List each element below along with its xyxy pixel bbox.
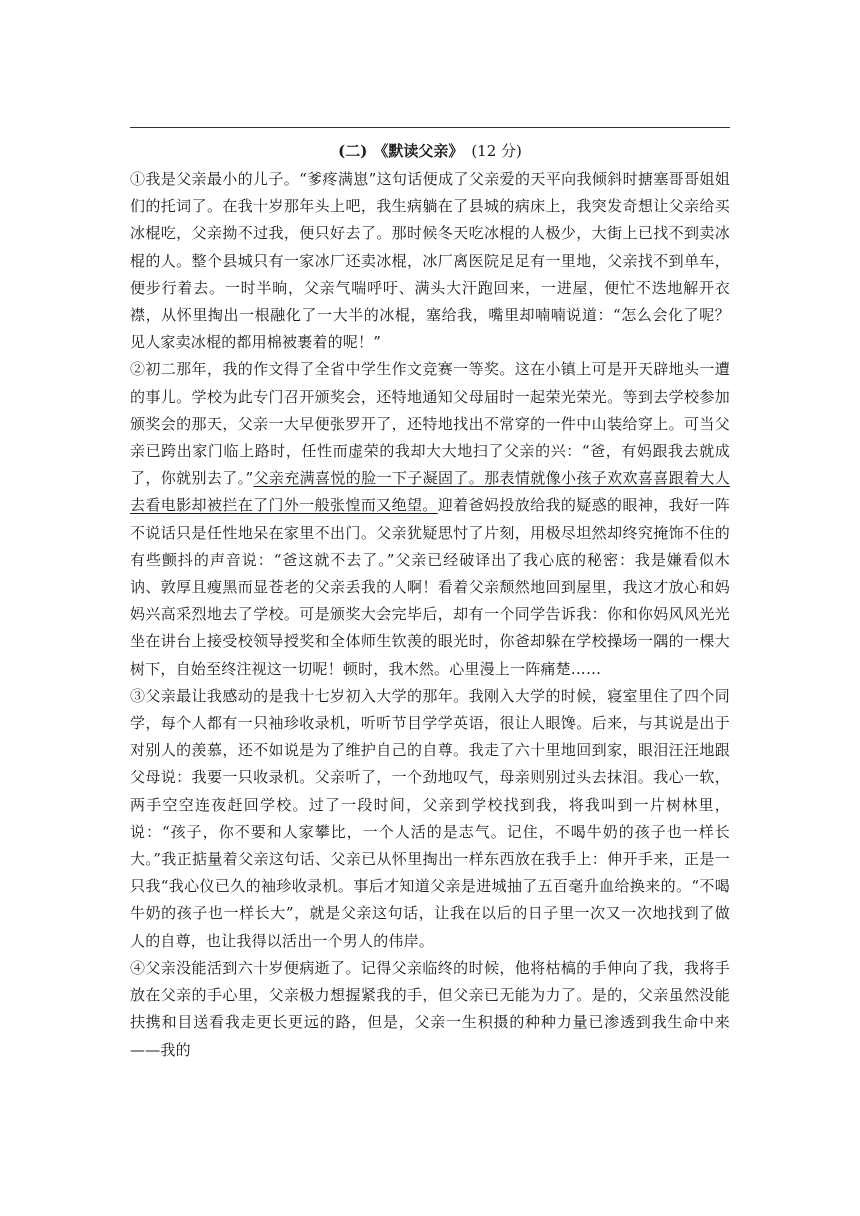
section-passage-name: 《默读父亲》 bbox=[373, 142, 464, 160]
top-divider bbox=[130, 127, 730, 128]
paragraph-4: ④父亲没能活到六十岁便病逝了。记得父亲临终的时候，他将枯槁的手伸向了我，我将手放在父亲的手心里，父亲极力想握紧我的手，但父亲已无能为力了。是的，父亲虽然没能扶携和目送看我走更长更远的路，但是，父亲一生积摄的种种力量已渗透到我生命中来——我的 bbox=[130, 958, 730, 1059]
paragraph-2-underlined-sentence: 父亲充满喜悦的脸一下子凝固了。那表情就像小孩子欢欢喜喜跟着大人去看电影却被拦在了门外一般张惶而又绝望。 bbox=[130, 469, 730, 515]
section-title bbox=[130, 138, 730, 166]
section-score: (12 分) bbox=[471, 142, 522, 160]
paragraph-3: ③父亲最让我感动的是我十七岁初入大学的那年。我刚入大学的时候，寝室里住了四个同学，每个人都有一只袖珍收录机，听听节目学学英语，很让人眼馋。后来，与其说是出于对别人的羡慕，还不如说是为了维护自己的自尊。我走了六十里地回到家，眼泪汪汪地跟父母说：我要一只收录机。父亲听了，一个劲地叹气，母亲则别过头去抹泪。我心一软，两手空空连夜赶回学校。过了一段时间，父亲到学校找到我，将我叫到一片树林里，说：“孩子，你不要和人家攀比，一个人活的是志气。记住，不喝牛奶的孩子也一样长大。”我正掂量着父亲这句话、父亲已从怀里掏出一样东西放在我手上：伸开手来，正是一只我“我心仪已久的袖珍收录机。事后才知道父亲是进城抽了五百毫升血给换来的。“不喝牛奶的孩子也一样长大”，就是父亲这句话，让我在以后的日子里一次又一次地找到了做人的自尊，也让我得以活出一个男人的伟岸。 bbox=[130, 686, 730, 950]
reading-passage bbox=[130, 138, 730, 1064]
paragraph-2 bbox=[130, 356, 730, 682]
paragraph-2-text-before: ②初二那年，我的作文得了全省中学生作文竞赛一等奖。这在小镇上可是开天辟地头一遭的事儿。学校为此专门召开颁奖会，还特地通知父母届时一起荣光荣光。等到去学校参加颁奖会的那天，父亲一大早便张罗开了，还特地找出不常穿的一件中山装给穿上。可当父亲已跨出家门临上路时，任性而虚荣的我却大大地扫了父亲的兴：“爸，有妈跟我去就成了，你就别去了。” bbox=[130, 360, 730, 488]
paragraph-2-text-after: 迎着爸妈投放给我的疑惑的眼神，我好一阵不说话只是任性地呆在家里不出门。父亲犹疑思忖了片刻，用极尽坦然却终究掩饰不住的有些颤抖的声音说：“爸这就不去了。”父亲已经破译出了我心底的秘密：我是嫌看似木讷、敦厚且瘦黑而显苍老的父亲丢我的人啊！看着父亲颓然地回到屋里，我这才放心和妈妈兴高采烈地去了学校。可是颁奖大会完毕后，却有一个同学告诉我：你和你妈风风光光坐在讲台上接受校领导授奖和全体师生钦羡的眼光时，你爸却躲在学校操场一隅的一棵大树下，自始至终注视这一切呢！顿时，我木然。心里漫上一阵痛楚…… bbox=[130, 496, 730, 678]
section-part-number: (二) bbox=[338, 142, 368, 160]
paragraph-1: ①我是父亲最小的儿子。“爹疼满崽”这句话便成了父亲爱的天平向我倾斜时搪塞哥哥姐姐们的托词了。在我十岁那年头上吧，我生病躺在了县城的病床上，我突发奇想让父亲给买冰棍吃，父亲拗不过我，便只好去了。那时候冬天吃冰棍的人极少，大街上已找不到卖冰棍的人。整个县城只有一家冰厂还卖冰棍，冰厂离医院足足有一里地，父亲找不到单车，便步行着去。一时半晌，父亲气喘呼吁、满头大汗跑回来，一进屋，便忙不迭地解开衣襟，从怀里掏出一根融化了一大半的冰棍，塞给我，嘴里却喃喃说道：“怎么会化了呢？见人家卖冰棍的都用棉被裹着的呢！” bbox=[130, 170, 730, 352]
